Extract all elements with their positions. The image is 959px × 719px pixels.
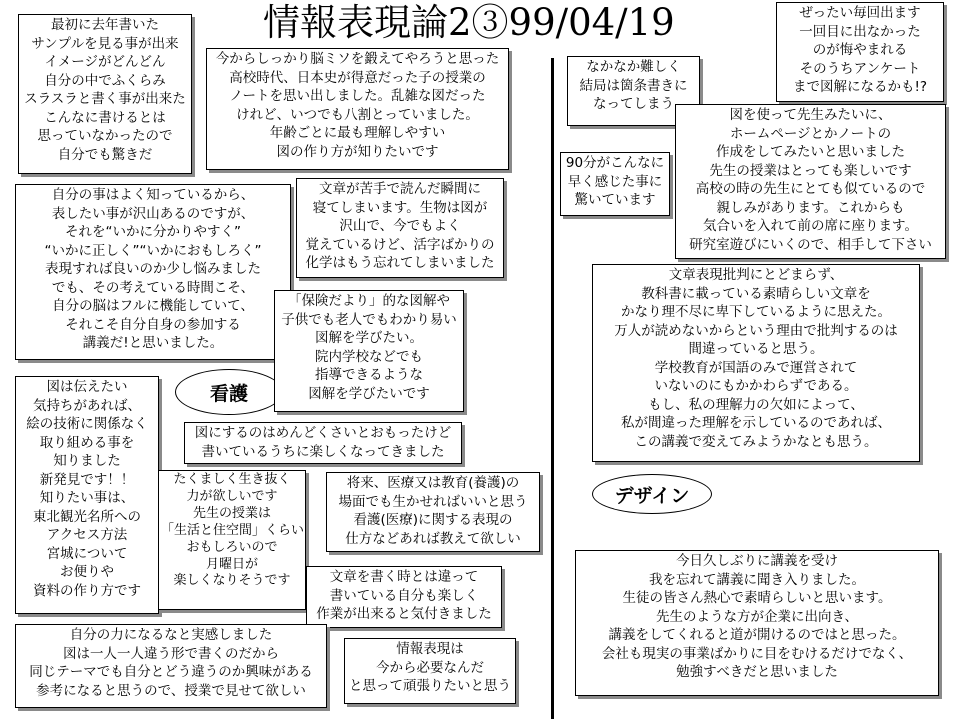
comment-line: それこそ自分自身の参加する [65, 316, 241, 333]
comment-line: 参考になると思うので、授業で見せて欲しい [36, 682, 306, 699]
comment-line: “いかに正しく”“いかにおもしろく” [44, 242, 262, 259]
comment-line: 新発見です！！ [39, 471, 135, 488]
comment-line: 気合いを入れて前の席に座ります。 [703, 218, 918, 234]
comment-box [206, 48, 509, 170]
comment-box [18, 14, 192, 174]
comment-line: 仕方などあれば教えて欲しい [345, 530, 521, 547]
comment-line: 講義をしてくれると道が開けるのではと思った。 [608, 627, 906, 643]
comment-line: おもしろいので [186, 539, 278, 555]
comment-line: 同じテーマでも自分とどう違うのか興味がある [29, 664, 313, 680]
comment-line: 取り組める事を [39, 434, 135, 451]
comment-line: 自分でも驚きだ [57, 146, 153, 163]
comment-line: それを“いかに分かりやすく” [65, 224, 241, 240]
comment-line: 間違っていると思う。 [688, 341, 824, 357]
comment-box [184, 422, 462, 464]
comment-line: 文章が苦手で読んだ瞬間に [319, 181, 481, 197]
comment-line: 絵の技術に関係なく [26, 416, 148, 432]
comment-line: 作業が出来ると気付きました [316, 606, 492, 622]
comment-line: 講義だ!と思いました。 [82, 335, 224, 351]
page-title: 情報表現論2③99/04/19 [263, 1, 675, 44]
comment-box [15, 184, 291, 360]
comment-line: でも、その考えている時間こそ、 [51, 279, 255, 296]
comment-line: のが悔やまれる [812, 42, 908, 58]
comment-line: 自分の中でふくらみ [44, 72, 166, 89]
comment-line: 資料の作り方です [33, 582, 141, 599]
comment-line: 今日久しぶりに講義を受け [676, 553, 838, 569]
comment-line: 万人が読めないからという理由で批判するのは [614, 322, 898, 339]
comment-box [344, 638, 516, 704]
comment-line: 図にするのはめんどくさいとおもったけど [194, 425, 452, 441]
comment-line: 私が間違った理解を示しているのであれば、 [621, 415, 891, 431]
comment-line: ホームページとかノートの [729, 125, 892, 142]
comment-line: 表したい事が沢山あるのですが、 [51, 205, 255, 222]
comment-line: 図解を学びたい。 [315, 330, 423, 346]
comment-line: たくましく生き抜く [173, 472, 291, 487]
comment-line: 驚いています [574, 192, 656, 208]
comment-line: 今からしっかり脳ミソを鍛えてやろうと思った [215, 51, 500, 67]
comment-line: まで図解になるかも!? [792, 79, 928, 95]
comment-line: 化学はもう忘れてしまいました [305, 255, 495, 271]
comment-line: 宮城について [46, 545, 128, 562]
comment-line: 高校の時の先生にとても似ているので [695, 181, 926, 197]
comment-line: サンプルを見る事が出来 [31, 35, 179, 52]
comment-line: 楽しくなりそうです [173, 573, 291, 589]
comment-line: 我を忘れて講義に聞き入りました。 [649, 571, 865, 588]
comment-line: 「生活と住空間」くらい [161, 522, 305, 538]
comment-line: 今から必要なんだ [376, 659, 484, 676]
label-kango: 看護 [175, 369, 283, 415]
comment-line: 図を使って先生みたいに、 [729, 107, 892, 123]
comment-line: なかなか難しく [586, 59, 681, 75]
comment-line: 覚えているけど、活字ばかりの [305, 236, 495, 253]
comment-line: いないのにもかかわらずである。 [654, 378, 858, 394]
comment-line: 結局は箇条書きに [579, 77, 688, 94]
comment-line: 思っていなかったので [37, 128, 173, 144]
comment-line: お便りや [60, 564, 114, 580]
comment-line: 知りました [53, 453, 121, 469]
comment-line: 情報表現は [396, 641, 464, 657]
comment-line: 先生のような方が企業に出向き、 [656, 608, 858, 625]
label-design: デザイン [592, 474, 712, 514]
comment-line: 自分の事はよく知っているから、 [51, 187, 255, 203]
comment-line: この講義で変えてみようかなとも思う。 [634, 433, 878, 450]
comment-box [675, 104, 946, 259]
comment-line: なってしまう [593, 96, 674, 112]
comment-line: 作成をしてみたいと思いました [716, 144, 905, 160]
comment-line: 寝てしまいます。生物は図が [312, 199, 488, 216]
comment-line: かなり理不尽に卑下しているように思えた。 [621, 304, 891, 320]
comment-line: 90分がこんなに [565, 155, 665, 171]
comment-line: 会社も現実の事業ばかりに目をむけるだけでなく、 [601, 645, 913, 662]
comment-line: 最初に去年書いた [51, 17, 159, 33]
comment-line: 場面でも生かせればいいと思う [338, 493, 528, 510]
comment-line: と思って頑張りたいと思う [349, 678, 511, 694]
comment-line: 図の作り方が知りたいです [276, 143, 439, 160]
comment-line: 表現すれば良いのか少し悩みました [45, 261, 261, 277]
comment-line: 自分の力になるなと実感しました [69, 627, 273, 643]
comment-box [15, 624, 327, 708]
comment-line: 「保険だより」的な図解や [288, 293, 450, 309]
comment-line: 看護(医療)に関する表現の [353, 512, 513, 528]
comment-line: 自分の脳はフルに機能していて、 [52, 298, 254, 314]
comment-line: イメージがどんどん [44, 54, 166, 70]
comment-line: 月曜日が [205, 556, 258, 572]
comment-line: アクセス方法 [46, 527, 128, 543]
comment-line: 力が欲しいです [186, 488, 278, 504]
comment-line: 書いている自分も楽しく [329, 587, 479, 604]
comment-line: 子供でも老人でもわかり易い [281, 311, 457, 328]
comment-line: 将来、医療又は教育(養護)の [346, 475, 520, 491]
comment-line: 文章を書く時とは違って [329, 569, 479, 585]
comment-line: 勉強すべきだと思いました [676, 664, 838, 680]
comment-line: 生徒の皆さん熱心で素晴らしいと思います。 [622, 590, 892, 606]
comment-box [575, 550, 939, 696]
comment-line: スラスラと書く事が出来た [24, 91, 186, 107]
comment-box [776, 2, 944, 102]
comment-line: 沢山で、今でもよく [339, 218, 461, 234]
comment-line: もし、私の理解力の欠如によって、 [648, 396, 864, 413]
comment-line: 図は一人一人違う形で書くのだから [63, 645, 279, 662]
comment-box [326, 472, 540, 552]
comment-line: こんなに書けるとは [44, 109, 166, 126]
comment-line: 文章表現批判にとどまらず、 [668, 267, 844, 283]
comment-line: 院内学校などでも [315, 348, 423, 365]
comment-line: 図解を学びたいです [308, 385, 430, 402]
comment-line: 先生の授業は [192, 505, 271, 521]
comment-line: 早く感じた事に [567, 173, 663, 190]
comment-line: 書いているうちに楽しくなってきました [201, 443, 445, 460]
comment-line: そのうちアンケート [799, 60, 921, 77]
comment-line: 先生の授業はとっても楽しいです [709, 162, 912, 179]
comment-box [592, 264, 920, 462]
comment-box [306, 566, 502, 628]
comment-line: 図は伝えたい [46, 379, 128, 395]
comment-line: ぜったい毎回出ます [799, 5, 921, 21]
comment-line: 親しみがあります。これからも [716, 199, 905, 216]
comment-box [296, 178, 504, 278]
comment-line: ノートを思い出しました。乱雑な図だった [229, 88, 486, 104]
comment-box [158, 470, 306, 610]
comment-line: 学校教育が国語のみで運営されて [654, 359, 858, 376]
comment-line: 気持ちがあれば、 [33, 397, 141, 414]
comment-line: 教科書に載っている素晴らしい文章を [641, 285, 871, 302]
comment-line: けれど、いつでも八割とっていました。 [236, 106, 479, 123]
comment-line: 指導できるような [315, 367, 423, 383]
comment-box [560, 152, 670, 216]
comment-line: 年齢ごとに最も理解しやすい [269, 125, 446, 141]
comment-line: 高校時代、日本史が得意だった子の授業の [229, 69, 486, 86]
comment-line: 研究室遊びにいくので、相手して下さい [689, 236, 932, 253]
comment-box [15, 376, 159, 614]
comment-line: 一回目に出なかった [799, 23, 921, 40]
center-divider [551, 58, 554, 719]
comment-line: 知りたい事は、 [39, 490, 135, 506]
comment-line: 東北観光名所への [33, 508, 141, 525]
comment-box [274, 290, 464, 412]
